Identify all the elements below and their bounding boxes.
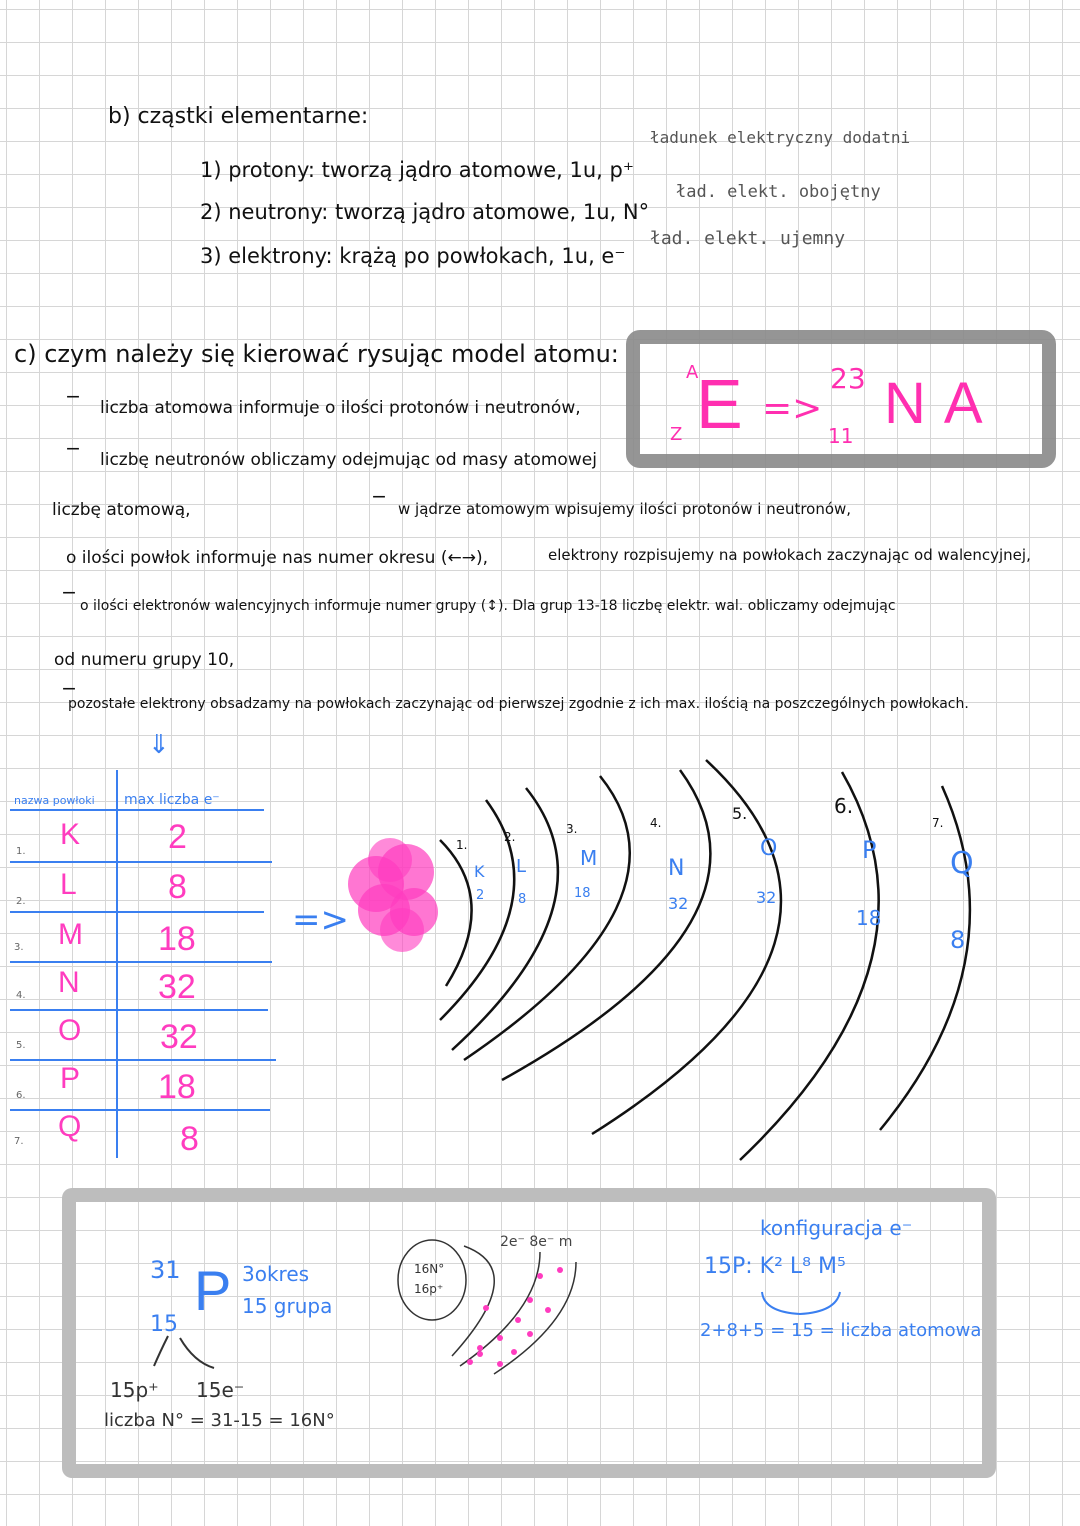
rule-line-5: o ilości powłok informuje nas numer okresu (←→),: [66, 548, 488, 568]
config-value: 15P: K² L⁸ M⁵: [704, 1254, 846, 1279]
nucleus-neutrons: 16N°: [414, 1262, 445, 1276]
formula-example-symbol: NA: [884, 371, 1001, 436]
table-header-shell: nazwa powłoki: [14, 794, 95, 807]
rule-line-2: liczbę neutronów obliczamy odejmując od masy atomowej: [100, 450, 597, 470]
table-row-index: 4.: [16, 990, 26, 1001]
shell-label-num: 3.: [566, 822, 578, 836]
example-mass: 31: [150, 1256, 181, 1284]
shell-label-letter: Q: [950, 846, 974, 881]
rule-line-3: liczbę atomową,: [52, 500, 191, 520]
section-b-heading: b) cząstki elementarne:: [108, 104, 369, 129]
shell-label-letter: N: [668, 856, 685, 881]
shell-label-count: 2: [476, 888, 485, 903]
table-row-shell: Q: [58, 1110, 82, 1143]
formula-mass-label: A: [686, 362, 699, 383]
formula-example-number: 11: [828, 424, 854, 448]
shell-label-letter: O: [760, 836, 778, 861]
shell-label-letter: M: [580, 846, 598, 870]
shell-label-count: 18: [856, 906, 882, 930]
table-row-shell: O: [58, 1014, 82, 1047]
shell-label-num: 2.: [504, 830, 516, 844]
rule-line-9: pozostałe elektrony obsadzamy na powłokach zaczynając od pierwszej zgodnie z ich max. ilością na poszczególnych powłokach.: [68, 696, 969, 712]
table-row-index: 2.: [16, 896, 26, 907]
shell-label-num: 4.: [650, 816, 662, 830]
formula-arrow: =>: [762, 388, 823, 429]
formula-symbol: E: [696, 365, 743, 443]
section-b-note-3: ład. elekt. ujemny: [650, 228, 846, 249]
section-c-heading: c) czym należy się kierować rysując model atomu:: [14, 340, 619, 368]
example-electrons: 15e⁻: [196, 1378, 245, 1402]
table-row-shell: P: [60, 1062, 81, 1095]
shell-label-num: 7.: [932, 816, 944, 830]
section-b-item-3: 3) elektrony: krążą po powłokach, 1u, e⁻: [200, 244, 626, 268]
bullet-dash: ‒: [372, 484, 386, 509]
table-row-index: 3.: [14, 942, 24, 953]
table-row-shell: M: [58, 918, 83, 951]
rule-line-8: od numeru grupy 10,: [54, 650, 235, 670]
shell-label-letter: L: [516, 856, 527, 877]
table-header-max: max liczba e⁻: [124, 792, 220, 808]
bullet-dash: ‒: [66, 436, 80, 461]
table-row-index: 5.: [16, 1040, 26, 1051]
section-b-item-2: 2) neutrony: tworzą jądro atomowe, 1u, N°: [200, 200, 650, 224]
rule-line-4: w jądrze atomowym wpisujemy ilości protonów i neutronów,: [398, 500, 852, 518]
rule-line-7: o ilości elektronów walencyjnych informuje numer grupy (↕). Dla grup 13-18 liczbę elektr. wal. obliczamy odejmując: [80, 598, 896, 614]
table-row-max: 2: [168, 818, 187, 856]
section-b-note-1: ładunek elektryczny dodatni: [650, 128, 911, 147]
diagram-arrow: =>: [292, 900, 349, 940]
shell-label-count: 32: [668, 894, 689, 913]
table-row-shell: K: [60, 818, 81, 851]
formula-example-mass: 23: [830, 362, 866, 395]
shell-label-count: 8: [950, 926, 966, 954]
example-protons: 15p⁺: [110, 1378, 159, 1402]
example-group: 15 grupa: [242, 1294, 333, 1318]
shell-label-letter: P: [862, 836, 877, 864]
table-row-index: 7.: [14, 1136, 24, 1147]
config-title: konfiguracja e⁻: [760, 1216, 913, 1240]
shell-label-count: 32: [756, 888, 777, 907]
bullet-dash: ‒: [62, 580, 76, 605]
section-b-item-1: 1) protony: tworzą jądro atomowe, 1u, p⁺: [200, 158, 634, 182]
shell-label-num: 1.: [456, 838, 468, 852]
table-row-index: 6.: [16, 1090, 26, 1101]
rule-line-6: elektrony rozpisujemy na powłokach zaczynając od walencyjnej,: [548, 546, 1031, 564]
example-period: 3okres: [242, 1262, 310, 1286]
example-neutrons: liczba N° = 31-15 = 16N°: [104, 1410, 335, 1431]
example-shell-labels: 2e⁻ 8e⁻ m: [500, 1234, 573, 1250]
table-row-max: 32: [160, 1018, 198, 1056]
section-b-note-2: ład. elekt. obojętny: [676, 182, 881, 202]
shell-label-count: 18: [574, 886, 591, 901]
shell-label-count: 8: [518, 892, 527, 907]
table-row-shell: L: [60, 868, 77, 901]
formula-number-label: Z: [670, 424, 683, 445]
table-row-index: 1.: [16, 846, 26, 857]
config-sum: 2+8+5 = 15 = liczba atomowa: [700, 1320, 982, 1341]
example-number: 15: [150, 1312, 178, 1337]
shell-label-num: 6.: [834, 794, 854, 818]
table-row-max: 32: [158, 968, 196, 1006]
shell-label-num: 5.: [732, 804, 748, 823]
rule-line-1: liczba atomowa informuje o ilości protonów i neutronów,: [100, 398, 581, 418]
table-row-shell: N: [58, 966, 80, 999]
bullet-dash: ‒: [66, 384, 80, 409]
table-row-max: 18: [158, 920, 196, 958]
table-row-max: 8: [168, 868, 187, 906]
shell-label-letter: K: [474, 862, 485, 881]
down-arrow-icon: ⇓: [148, 730, 170, 760]
nucleus-protons: 16p⁺: [414, 1282, 444, 1296]
bullet-dash: ‒: [62, 676, 76, 701]
table-row-max: 18: [158, 1068, 196, 1106]
example-symbol: P: [194, 1259, 232, 1322]
table-row-max: 8: [180, 1120, 199, 1158]
